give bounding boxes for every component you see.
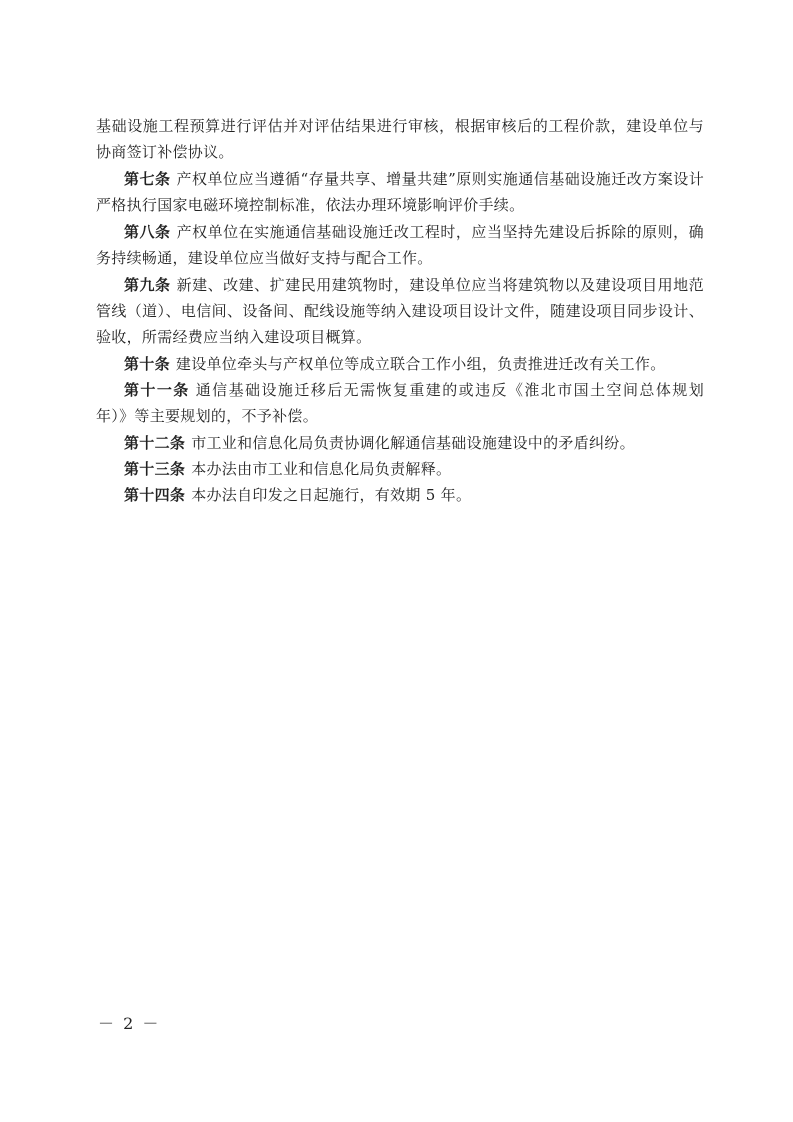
- article-text: 本办法由市工业和信息化局负责解释。: [191, 460, 452, 478]
- article-14-line-1: [124, 482, 704, 508]
- article-text: 产权单位应当遵循“存量共享、增量共建”原则实施通信基础设施迁改方案设计: [176, 170, 704, 188]
- article-11-line-1: [124, 377, 704, 403]
- article-7-line-1: [124, 166, 704, 192]
- article-label: 第十二条: [124, 434, 186, 452]
- article-8-line-1: [124, 219, 704, 245]
- paragraph-line: 年）》等主要规划的，不予补偿。: [96, 407, 319, 425]
- article-10-line-1: [124, 351, 704, 377]
- paragraph-line: 管线（道）、电信间、设备间、配线设施等纳入建设项目设计文件，随建设项目同步设计、: [96, 302, 704, 320]
- article-label: 第十一条: [124, 381, 190, 399]
- paragraph-line: 严格执行国家电磁环境控制标准，依法办理环境影响评价手续。: [96, 196, 525, 214]
- article-text: 新建、改建、扩建民用建筑物时，建设单位应当将建筑物以及建设项目用地范: [176, 276, 704, 294]
- article-label: 第十三条: [124, 460, 186, 478]
- article-12-line-1: [124, 430, 704, 456]
- article-label: 第七条: [124, 170, 171, 188]
- article-text: 市工业和信息化局负责协调化解通信基础设施建设中的矛盾纠纷。: [191, 434, 635, 452]
- article-label: 第九条: [124, 276, 171, 294]
- article-label: 第八条: [124, 223, 171, 241]
- page-number: － 2 －: [98, 1014, 161, 1033]
- article-label: 第十四条: [124, 486, 186, 504]
- article-text: 产权单位在实施通信基础设施迁改工程时，应当坚持先建设后拆除的原则，确: [176, 223, 704, 241]
- article-text: 通信基础设施迁移后无需恢复重建的或违反《淮北市国土空间总体规划: [195, 381, 704, 399]
- article-text: 本办法自印发之日起施行，有效期 5 年。: [191, 486, 472, 504]
- paragraph-line: 协商签订补偿协议。: [96, 143, 234, 161]
- article-13-line-1: [124, 456, 704, 482]
- paragraph-line: 验收，所需经费应当纳入建设项目概算。: [96, 328, 372, 346]
- paragraph-line: 基础设施工程预算进行评估并对评估结果进行审核，根据审核后的工程价款，建设单位与: [96, 117, 704, 135]
- paragraph-line: 务持续畅通，建设单位应当做好支持与配合工作。: [96, 249, 433, 267]
- article-text: 建设单位牵头与产权单位等成立联合工作小组，负责推进迁改有关工作。: [175, 355, 666, 373]
- article-label: 第十条: [124, 355, 170, 373]
- article-9-line-1: [124, 272, 704, 298]
